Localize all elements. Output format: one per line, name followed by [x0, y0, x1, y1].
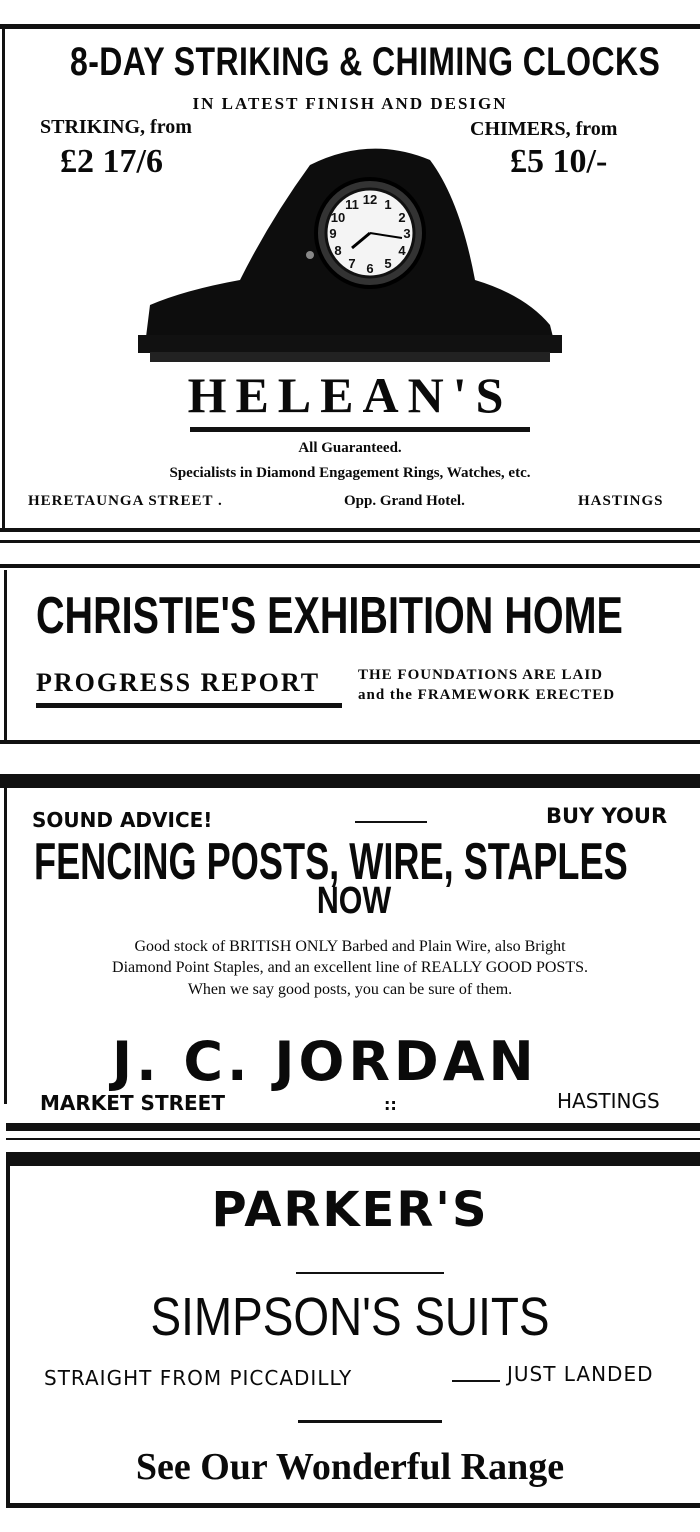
helean-town: HASTINGS [578, 493, 664, 509]
striking-label: STRIKING, from [40, 116, 192, 138]
numeral-2: 2 [398, 210, 406, 225]
address-separator: :: [384, 1095, 397, 1114]
specialists-text: Specialists in Diamond Engagement Rings, Watches, etc. [169, 465, 531, 481]
numeral-5: 5 [384, 256, 392, 271]
brand-divider [296, 1272, 444, 1274]
piccadilly-tag: STRAIGHT FROM PICCADILLY [44, 1366, 353, 1390]
top-rule [0, 24, 700, 29]
bottom-rule-1 [0, 528, 700, 532]
clock-winding-key [306, 251, 314, 259]
progress-underline [36, 703, 342, 708]
sound-advice-dash [355, 821, 427, 823]
stock-line-1: Good stock of BRITISH ONLY Barbed and Plain Wire, also Bright [134, 938, 566, 955]
numeral-10: 10 [330, 210, 346, 225]
progress-report: PROGRESS REPORT [36, 668, 321, 697]
stock-line-3: When we say good posts, you can be sure of them. [187, 981, 513, 998]
jordan-street: MARKET STREET [40, 1091, 225, 1115]
left-border [4, 570, 7, 740]
bottom-rule-2 [6, 1138, 700, 1140]
footer-divider [298, 1420, 442, 1423]
sound-advice: SOUND ADVICE! [32, 808, 213, 832]
clock-base [138, 335, 562, 353]
top-rule [6, 1152, 700, 1166]
parker-brand: PARKER'S [211, 1182, 489, 1238]
top-rule [0, 774, 700, 788]
bottom-rule [6, 1503, 700, 1508]
chimers-label: CHIMERS, from [470, 118, 618, 140]
buy-your: BUY YOUR [546, 804, 668, 828]
numeral-7: 7 [348, 256, 356, 271]
mantel-clock-illustration [130, 140, 570, 370]
numeral-8: 8 [334, 243, 342, 258]
clock-plinth [150, 352, 550, 362]
simpson-headline: SIMPSON'S SUITS [150, 1287, 550, 1347]
jordan-brand: J. C. JORDAN [112, 1030, 538, 1093]
bottom-rule-1 [6, 1123, 700, 1131]
landed-tag: JUST LANDED [507, 1362, 654, 1386]
foundations-note: THE FOUNDATIONS ARE LAID [358, 667, 604, 683]
now-word: NOW [316, 880, 392, 922]
bottom-rule [0, 740, 700, 744]
guarantee-text: All Guaranteed. [298, 440, 402, 456]
helean-opposite: Opp. Grand Hotel. [344, 493, 465, 509]
numeral-1: 1 [384, 197, 392, 212]
clock-subline: IN LATEST FINISH AND DESIGN [192, 94, 508, 113]
helean-street: HERETAUNGA STREET . [28, 493, 223, 509]
helean-brand: HELEAN'S [187, 367, 513, 423]
numeral-4: 4 [398, 243, 406, 258]
clock-headline: 8-DAY STRIKING & CHIMING CLOCKS [70, 40, 661, 84]
numeral-11: 11 [345, 197, 359, 212]
numeral-9: 9 [329, 226, 337, 241]
stock-line-2: Diamond Point Staples, and an excellent line of REALLY GOOD POSTS. [112, 959, 588, 976]
brand-underline [190, 427, 530, 432]
framework-note: and the FRAMEWORK ERECTED [358, 687, 616, 703]
chimers-price: £5 10/- [510, 143, 608, 180]
numeral-6: 6 [366, 261, 374, 276]
christie-headline: CHRISTIE'S EXHIBITION HOME [36, 587, 623, 645]
striking-price: £2 17/6 [60, 143, 163, 180]
bottom-rule-2 [0, 540, 700, 543]
numeral-12: 12 [362, 192, 378, 207]
tag-dash [452, 1380, 500, 1382]
wonderful-range: See Our Wonderful Range [135, 1446, 565, 1488]
fencing-headline: FENCING POSTS, WIRE, STAPLES [34, 833, 628, 891]
top-rule [0, 564, 700, 568]
numeral-3: 3 [403, 226, 411, 241]
jordan-town: HASTINGS [557, 1089, 660, 1113]
